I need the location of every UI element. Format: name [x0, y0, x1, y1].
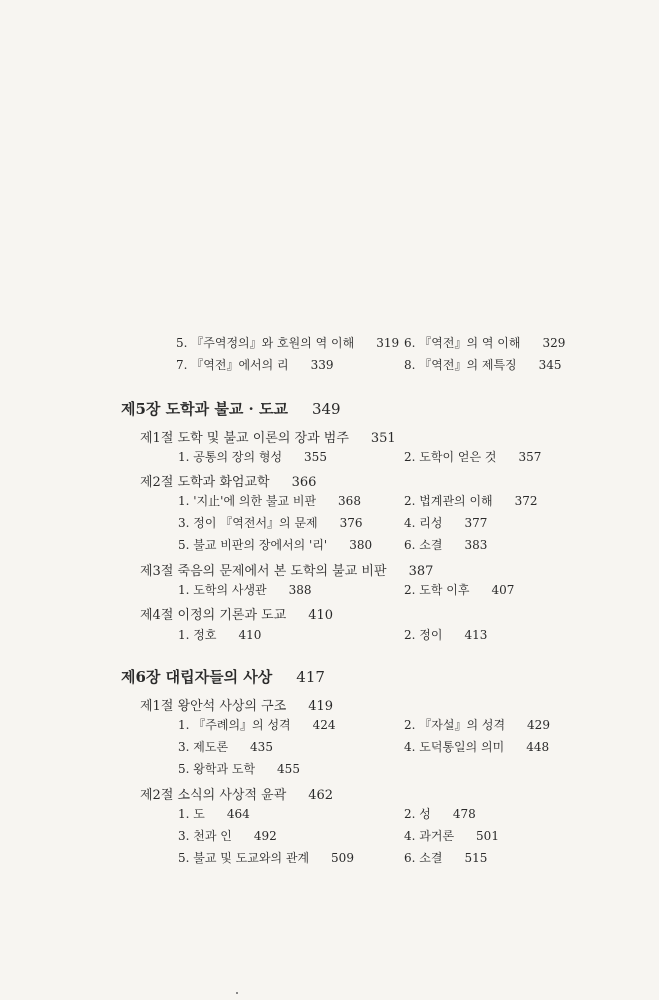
- entry-title: 7. 『역전』에서의 리: [176, 358, 289, 372]
- entry-page: 509: [331, 851, 354, 865]
- toc-entry: [178, 626, 261, 643]
- entry-page: 380: [349, 538, 373, 552]
- entry-page: 368: [338, 494, 361, 508]
- section-heading: [140, 427, 396, 446]
- chapter-heading: [121, 666, 325, 687]
- entry-page: 388: [288, 583, 312, 597]
- entry-page: 407: [491, 583, 515, 597]
- entry-title: 3. 천과 인: [178, 829, 232, 843]
- entry-title: 1. 도: [178, 807, 205, 821]
- section-title: 제2절 도학과 화엄교학: [140, 475, 270, 490]
- chapter-title: 제5장 도학과 불교 · 도교: [121, 400, 288, 418]
- section-heading: [140, 471, 316, 490]
- section-page: 462: [308, 788, 334, 803]
- section-heading: [140, 695, 333, 714]
- entry-title: 5. 불교 및 도교와의 관계: [178, 851, 310, 865]
- entry-page: 515: [464, 851, 488, 865]
- entry-title: 1. 도학의 사생관: [178, 583, 267, 597]
- entry-title: 5. 불교 비판의 장에서의 '리': [178, 538, 328, 552]
- entry-title: 1. '지止'에 의한 불교 비판: [178, 494, 317, 508]
- entry-page: 455: [277, 762, 300, 776]
- entry-page: 319: [376, 336, 400, 350]
- entry-page: 478: [452, 807, 476, 821]
- toc-entry: [176, 334, 399, 351]
- toc-entry: [404, 626, 487, 643]
- entry-title: 4. 과거론: [404, 829, 455, 843]
- entry-title: 1. 공통의 장의 형성: [178, 450, 283, 464]
- entry-page: 376: [339, 516, 363, 530]
- entry-title: 4. 리성: [404, 516, 443, 530]
- section-page: 419: [308, 699, 334, 714]
- section-title: 제1절 왕안석 사상의 구조: [140, 699, 287, 714]
- entry-page: 492: [253, 829, 277, 843]
- section-heading: [140, 604, 333, 623]
- entry-title: 6. 소결: [404, 538, 443, 552]
- section-page: 387: [408, 564, 434, 579]
- entry-page: 383: [464, 538, 488, 552]
- toc-entry: [404, 827, 499, 844]
- entry-title: 4. 도덕통일의 의미: [404, 740, 505, 754]
- section-page: 410: [308, 608, 334, 623]
- entry-title: 6. 소결: [404, 851, 443, 865]
- entry-page: 410: [238, 628, 262, 642]
- toc-entry: [178, 805, 250, 822]
- toc-entry: [178, 514, 363, 531]
- toc-entry: [178, 760, 300, 777]
- entry-page: 413: [464, 628, 488, 642]
- toc-entry: [404, 536, 487, 553]
- toc-entry: [178, 738, 273, 755]
- toc-entry: [404, 849, 487, 866]
- entry-title: 2. 『자설』의 성격: [404, 718, 506, 732]
- chapter-page: 417: [296, 668, 325, 686]
- chapter-title: 제6장 대립자들의 사상: [121, 668, 273, 686]
- entry-title: 5. 『주역정의』와 호원의 역 이해: [176, 336, 355, 350]
- entry-page: 448: [526, 740, 550, 754]
- entry-title: 2. 도학이 얻은 것: [404, 450, 497, 464]
- entry-page: 372: [514, 494, 538, 508]
- entry-page: 435: [250, 740, 273, 754]
- entry-title: 2. 도학 이후: [404, 583, 470, 597]
- section-heading: [140, 784, 333, 803]
- entry-title: 3. 제도론: [178, 740, 229, 754]
- entry-page: 355: [304, 450, 327, 464]
- entry-page: 357: [518, 450, 542, 464]
- entry-page: 501: [476, 829, 499, 843]
- toc-entry: [404, 334, 565, 351]
- toc-entry: [176, 356, 334, 373]
- entry-page: 429: [527, 718, 550, 732]
- toc-entry: [178, 448, 327, 465]
- section-title: 제3절 죽음의 문제에서 본 도학의 불교 비판: [140, 564, 387, 579]
- section-heading: [140, 560, 433, 579]
- entry-title: 2. 정이: [404, 628, 443, 642]
- entry-title: 8. 『역전』의 제특징: [404, 358, 517, 372]
- entry-page: 339: [310, 358, 334, 372]
- entry-page: 377: [464, 516, 488, 530]
- toc-entry: [404, 805, 476, 822]
- section-title: 제4절 이정의 기론과 도교: [140, 608, 287, 623]
- toc-entry: [404, 738, 549, 755]
- entry-title: 6. 『역전』의 역 이해: [404, 336, 521, 350]
- print-speck: [236, 992, 238, 994]
- toc-entry: [178, 581, 312, 598]
- section-page: 366: [291, 475, 317, 490]
- chapter-heading: [121, 398, 341, 419]
- entry-title: 5. 왕학과 도학: [178, 762, 256, 776]
- toc-entry: [404, 448, 541, 465]
- entry-page: 345: [538, 358, 562, 372]
- entry-page: 424: [312, 718, 336, 732]
- toc-entry: [178, 827, 277, 844]
- section-title: 제2절 소식의 사상적 윤곽: [140, 788, 287, 803]
- chapter-page: 349: [311, 400, 341, 418]
- entry-title: 3. 정이 『역전서』의 문제: [178, 516, 318, 530]
- toc-entry: [404, 356, 562, 373]
- entry-page: 329: [542, 336, 566, 350]
- toc-entry: [404, 581, 514, 598]
- toc-entry: [178, 849, 354, 866]
- toc-entry: [404, 492, 538, 509]
- toc-entry: [404, 716, 550, 733]
- entry-page: 464: [226, 807, 250, 821]
- entry-title: 2. 법계관의 이해: [404, 494, 493, 508]
- toc-entry: [178, 536, 372, 553]
- toc-entry: [178, 716, 336, 733]
- section-page: 351: [370, 431, 396, 446]
- entry-title: 1. 정호: [178, 628, 217, 642]
- toc-entry: [178, 492, 361, 509]
- section-title: 제1절 도학 및 불교 이론의 장과 범주: [140, 431, 349, 446]
- entry-title: 2. 성: [404, 807, 431, 821]
- entry-title: 1. 『주례의』의 성격: [178, 718, 291, 732]
- toc-entry: [404, 514, 487, 531]
